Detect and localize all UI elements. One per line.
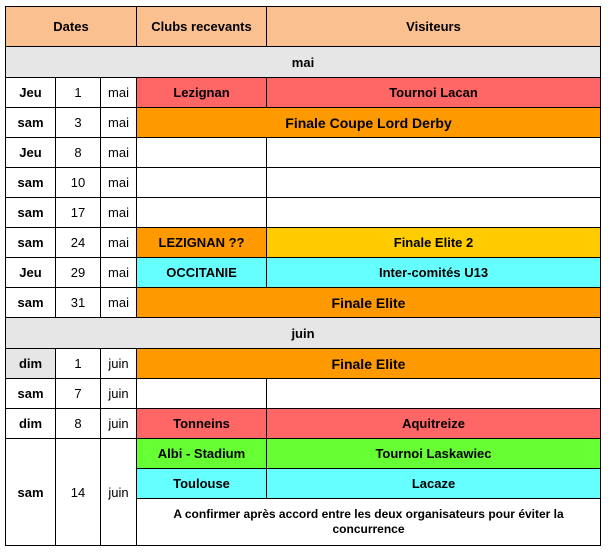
visitor-cell: Tournoi Lacan [267, 78, 601, 108]
month-label: juin [6, 318, 601, 349]
day-cell: sam [6, 288, 56, 318]
date-number: 24 [56, 228, 101, 258]
date-month: mai [101, 198, 137, 228]
table-row [6, 198, 601, 228]
visitor-cell: Inter-comités U13 [267, 258, 601, 288]
date-number: 31 [56, 288, 101, 318]
visitor-cell: Aquitreize [267, 409, 601, 439]
club-cell [137, 138, 267, 168]
date-number: 8 [56, 409, 101, 439]
date-month: mai [101, 258, 137, 288]
club-cell: Toulouse [137, 469, 267, 499]
date-month: mai [101, 168, 137, 198]
date-month: mai [101, 228, 137, 258]
club-cell [137, 379, 267, 409]
day-cell: Jeu [6, 258, 56, 288]
table-row [6, 349, 601, 379]
date-month: mai [101, 288, 137, 318]
event-cell: Finale Elite [137, 288, 601, 318]
date-month: mai [101, 108, 137, 138]
club-cell: Albi - Stadium [137, 439, 267, 469]
date-number: 29 [56, 258, 101, 288]
date-month: juin [101, 409, 137, 439]
date-number: 7 [56, 379, 101, 409]
day-cell: sam [6, 439, 56, 546]
club-cell: Lezignan [137, 78, 267, 108]
date-month: juin [101, 349, 137, 379]
table-row [6, 258, 601, 288]
table-row [6, 228, 601, 258]
date-number: 17 [56, 198, 101, 228]
event-cell: Finale Elite [137, 349, 601, 379]
day-cell: sam [6, 198, 56, 228]
visitor-cell [267, 198, 601, 228]
club-cell: Tonneins [137, 409, 267, 439]
day-cell: Jeu [6, 138, 56, 168]
date-number: 14 [56, 439, 101, 546]
header-row [6, 7, 601, 47]
club-cell: LEZIGNAN ?? [137, 228, 267, 258]
club-cell [137, 198, 267, 228]
date-number: 1 [56, 78, 101, 108]
day-cell: dim [6, 349, 56, 379]
note-cell: A confirmer après accord entre les deux organisateurs pour éviter la concurrence [137, 499, 601, 546]
table-row [6, 108, 601, 138]
header-dates: Dates [6, 7, 137, 47]
visitor-cell [267, 138, 601, 168]
date-number: 1 [56, 349, 101, 379]
date-month: juin [101, 379, 137, 409]
table-row [6, 78, 601, 108]
event-cell: Finale Coupe Lord Derby [137, 108, 601, 138]
month-label: mai [6, 47, 601, 78]
date-month: mai [101, 78, 137, 108]
visitor-cell: Finale Elite 2 [267, 228, 601, 258]
visitor-cell: Tournoi Laskawiec [267, 439, 601, 469]
schedule-table [5, 6, 601, 546]
table-row [6, 379, 601, 409]
date-number: 3 [56, 108, 101, 138]
date-month: mai [101, 138, 137, 168]
header-visiteurs: Visiteurs [267, 7, 601, 47]
club-cell: OCCITANIE [137, 258, 267, 288]
month-row-may [6, 47, 601, 78]
table-row [6, 439, 601, 469]
date-number: 8 [56, 138, 101, 168]
day-cell: Jeu [6, 78, 56, 108]
visitor-cell: Lacaze [267, 469, 601, 499]
date-number: 10 [56, 168, 101, 198]
table-row [6, 409, 601, 439]
day-cell: dim [6, 409, 56, 439]
visitor-cell [267, 168, 601, 198]
club-cell [137, 168, 267, 198]
table-row [6, 288, 601, 318]
day-cell: sam [6, 379, 56, 409]
date-month: juin [101, 439, 137, 546]
visitor-cell [267, 379, 601, 409]
day-cell: sam [6, 108, 56, 138]
month-row-june [6, 318, 601, 349]
table-row [6, 138, 601, 168]
day-cell: sam [6, 168, 56, 198]
header-clubs: Clubs recevants [137, 7, 267, 47]
table-row [6, 168, 601, 198]
day-cell: sam [6, 228, 56, 258]
